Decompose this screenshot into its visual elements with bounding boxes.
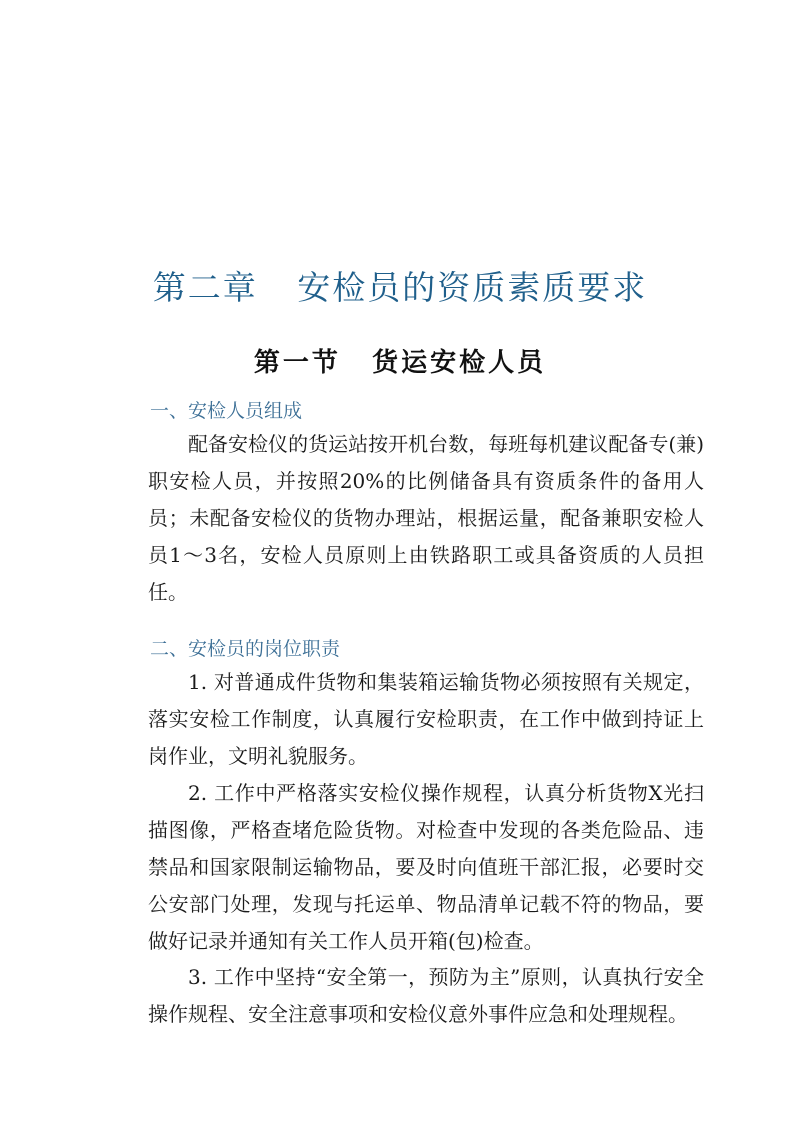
chapter-name: 安检员的资质素质要求 xyxy=(297,268,648,307)
paragraph: 2. 工作中严格落实安检仪操作规程，认真分析货物X光扫描图像，严格查堵危险货物。对检查中发现的各类危险品、违禁品和国家限制运输物品，要及时向值班干部汇报，必要时交公安部门处理，发现与托运单、物品清单记载不符的物品，要做好记录并通知有关工作人员开箱(包)检查。 xyxy=(148,781,704,953)
paragraph: 配备安检仪的货运站按开机台数，每班每机建议配备专(兼)职安检人员，并按照20%的比例储备具有资质条件的备用人员；未配备安检仪的货物办理站，根据运量，配备兼职安检人员1～3名，安检人员原则上由铁路职工或具备资质的人员担任。 xyxy=(148,432,704,604)
section-number: 第一节 xyxy=(253,348,341,378)
paragraph: 1. 对普通成件货物和集装箱运输货物必须按照有关规定，落实安检工作制度，认真履行安检职责，在工作中做到持证上岗作业，文明礼貌服务。 xyxy=(148,670,704,768)
paragraph: 3. 工作中坚持“安全第一，预防为主”原则，认真执行安全操作规程、安全注意事项和安检仪意外事件应急和处理规程。 xyxy=(148,965,704,1026)
subsection-heading: 一、安检人员组成 xyxy=(150,400,303,422)
subsection-heading: 二、安检员的岗位职责 xyxy=(150,638,341,660)
section-name: 货运安检人员 xyxy=(372,348,547,378)
section-title xyxy=(0,342,800,379)
chapter-title xyxy=(0,262,800,309)
chapter-number: 第二章 xyxy=(152,268,258,307)
